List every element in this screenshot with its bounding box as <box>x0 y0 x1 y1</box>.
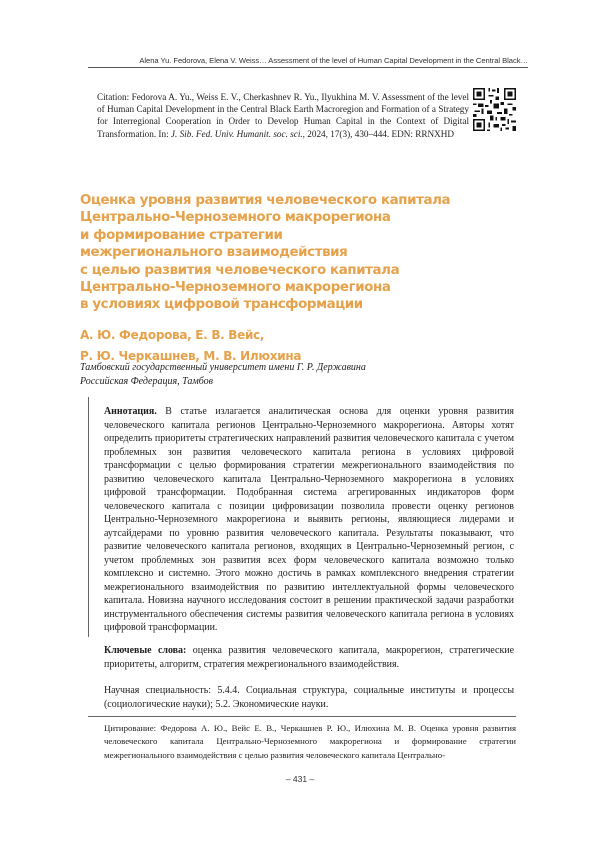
footer-citation: Цитирование: Федорова А. Ю., Вейс Е. В., Черкашнев Р. Ю., Илюхина М. В. Оценка уровня развития человеческого капитала Центрально-Черноземного макрорегиона и формирование стратегии межрегионального взаимодействия с целью развития человеческого капитала Центрально- <box>104 723 516 760</box>
abstract-text: В статье излагается аналитическая основа для оценки уровня развития человеческого капитала регионов Центрально-Черноземного макрорегиона. Авторы хотят определить приоритеты стратегических направлений развития человеческого капитала с учетом проблемных зон развития человеческого капитала региона в условиях цифровой трансформации с целью формирования стратегии межрегионального взаимодействия по развитию человеческого капитала Центрально-Черноземного макрорегиона в условиях цифровой трансформации. Подобранная система агрегированных индикаторов форм человеческого капитала с позиции цифровизации позволила провести оценку регионов Центрально-Черноземного макрорегиона и выявить регионы, являющиеся лидерами и аутсайдерами по уровню развития человеческого капитала. Результаты показывают, что развитие человеческого капитала регионов, входящих в Центрально-Черноземный регион, с учетом проблемных зон развития всех форм человеческого капитала возможно только комплексно и системно. Этого можно достичь в рамках комплексного внедрения стратегии межрегионального взаимодействия по развитию интеллектуальной формы человеческого капитала. Новизна научного исследования состоит в решении практической задачи разработки инструментального обеспечения системы развития человеческого капитала региона в условиях цифровой трансформации. <box>104 406 514 633</box>
authors <box>80 325 480 366</box>
title-line: Центрально-Черноземного макрорегиона <box>80 280 391 296</box>
abstract <box>104 405 514 635</box>
affiliation <box>80 361 500 388</box>
title-line: Оценка уровня развития человеческого капитала <box>80 193 451 208</box>
abstract-rule <box>88 397 89 637</box>
qr-code-icon <box>473 88 516 131</box>
article-title <box>80 192 520 314</box>
scientific-specialty: Научная специальность: 5.4.4. Социальная структура, социальные институты и процессы (социологические науки); 5.2. Экономические науки. <box>104 685 514 710</box>
running-head: Alena Yu. Fedorova, Elena V. Weiss… Assessment of the level of Human Capital Development in the Central Black… <box>139 56 528 65</box>
title-line: межрегионального взаимодействия <box>80 245 348 261</box>
citation-journal: J. Sib. Fed. Univ. Humanit. soc. sci. <box>170 128 303 139</box>
title-line: в условиях цифровой трансформации <box>80 297 363 313</box>
keywords <box>104 644 514 671</box>
title-line: и формирование стратегии <box>80 227 283 243</box>
citation-text: Citation: Fedorova A. Yu., Weiss E. V., Cherkashnev R. Yu., Ilyukhina M. V. Assessment of the level of Human Capital Development in the Central Black Earth Macroregion and Formation of a Strategy for Interregional Cooperation in Order to Develop Human Capital in the Context of Digital Transformation. In: <box>97 92 469 139</box>
affiliation-line: Тамбовский государственный университет имени Г. Р. Державина <box>80 362 366 373</box>
title-line: с целью развития человеческого капитала <box>80 262 400 278</box>
title-line: Центрально-Черноземного макрорегиона <box>80 210 391 226</box>
keywords-label: Ключевые слова: <box>104 645 187 656</box>
abstract-label: Аннотация. <box>104 406 157 417</box>
page-number: – 431 – <box>285 774 315 784</box>
authors-line: Р. Ю. Черкашнев, М. В. Илюхина <box>80 348 302 363</box>
citation-block <box>97 91 469 140</box>
affiliation-line: Российская Федерация, Тамбов <box>80 375 213 387</box>
footer-rule <box>88 716 516 717</box>
authors-line: А. Ю. Федорова, Е. В. Вейс, <box>80 328 265 342</box>
keywords-text: оценка развития человеческого капитала, макрорегион, стратегические приоритеты, алгоритм, стратегия межрегионального взаимодействия. <box>104 645 515 670</box>
header-rule <box>88 67 528 68</box>
citation-tail: , 2024, 17(3), 430–444. EDN: RRNXHD <box>302 128 455 139</box>
